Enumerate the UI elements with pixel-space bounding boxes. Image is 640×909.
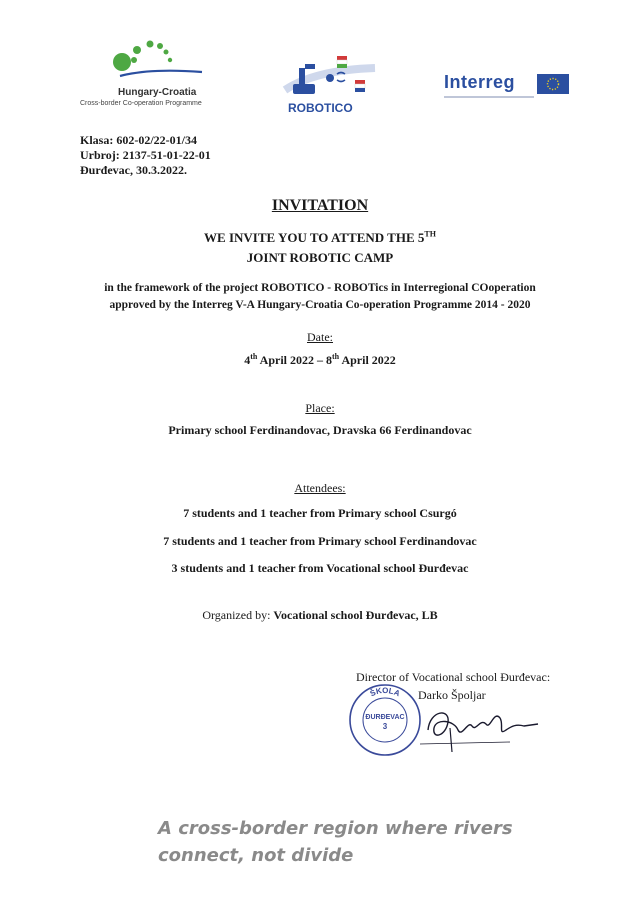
- interreg-subtitle-line: [444, 96, 534, 98]
- place-date: Đurđevac, 30.3.2022.: [80, 163, 187, 177]
- framework-line-1: in the framework of the project ROBOTICO - ROBOTics in Interregional COoperation: [104, 282, 536, 294]
- date-value: [0, 353, 640, 368]
- framework-line-2: approved by the Interreg V-A Hungary-Croatia Co-operation Programme 2014 - 2020: [109, 299, 531, 311]
- interreg-logo-name: Interreg: [444, 72, 516, 92]
- invitation-title: INVITATION: [271, 197, 369, 214]
- organized-prefix: Organized by:: [202, 608, 274, 622]
- stamp-center-text: ĐURĐEVAC: [365, 714, 405, 721]
- klasa: Klasa: 602-02/22-01/34: [80, 133, 197, 147]
- reference-block: [80, 133, 211, 178]
- invite-line-1-text: WE INVITE YOU TO ATTEND THE 5: [204, 230, 425, 245]
- attendee-item: 7 students and 1 teacher from Primary school Csurgó: [183, 506, 457, 520]
- date-label: Date:: [307, 330, 333, 344]
- hc-logo-subtitle: Cross-border Co-operation Programme: [80, 100, 202, 107]
- date-sup2: th: [332, 352, 340, 361]
- footer-slogan-line-1: A cross-border region where rivers: [158, 818, 513, 839]
- date-end: April 2022: [339, 353, 396, 367]
- stamp-top-text: ŠKOLA: [368, 685, 402, 699]
- place-value: Primary school Ferdinandovac, Dravska 66 Ferdinandovac: [168, 423, 472, 437]
- robotico-logo-name: ROBOTICO: [288, 101, 353, 115]
- date-mid: April 2022 – 8: [257, 353, 332, 367]
- hc-logo-name: Hungary-Croatia: [118, 87, 197, 98]
- school-stamp: [348, 683, 422, 757]
- attendee-item: 7 students and 1 teacher from Primary school Ferdinandovac: [163, 534, 477, 548]
- attendee-item: 3 students and 1 teacher from Vocational school Đurđevac: [171, 561, 469, 575]
- attendees-label: Attendees:: [294, 481, 346, 495]
- eu-flag-icon: [537, 74, 569, 94]
- director-name: Darko Špoljar: [418, 688, 486, 702]
- svg-text:ŠKOLA: [369, 686, 402, 698]
- organized-value: Vocational school Đurđevac, LB: [273, 608, 438, 622]
- invite-line-1-sup: TH: [424, 229, 436, 239]
- stamp-number: 3: [382, 722, 388, 731]
- handwritten-signature: [420, 700, 540, 755]
- urbroj: Urbroj: 2137-51-01-22-01: [80, 148, 211, 162]
- invite-line-1: [0, 230, 640, 246]
- date-day1: 4: [244, 353, 251, 367]
- organized-by: [0, 608, 640, 623]
- date-sup1: th: [250, 352, 258, 361]
- footer-slogan-line-2: connect, not divide: [158, 845, 354, 866]
- invite-line-2: JOINT ROBOTIC CAMP: [246, 250, 394, 265]
- place-label: Place:: [305, 401, 335, 415]
- director-title: Director of Vocational school Đurđevac:: [356, 670, 551, 684]
